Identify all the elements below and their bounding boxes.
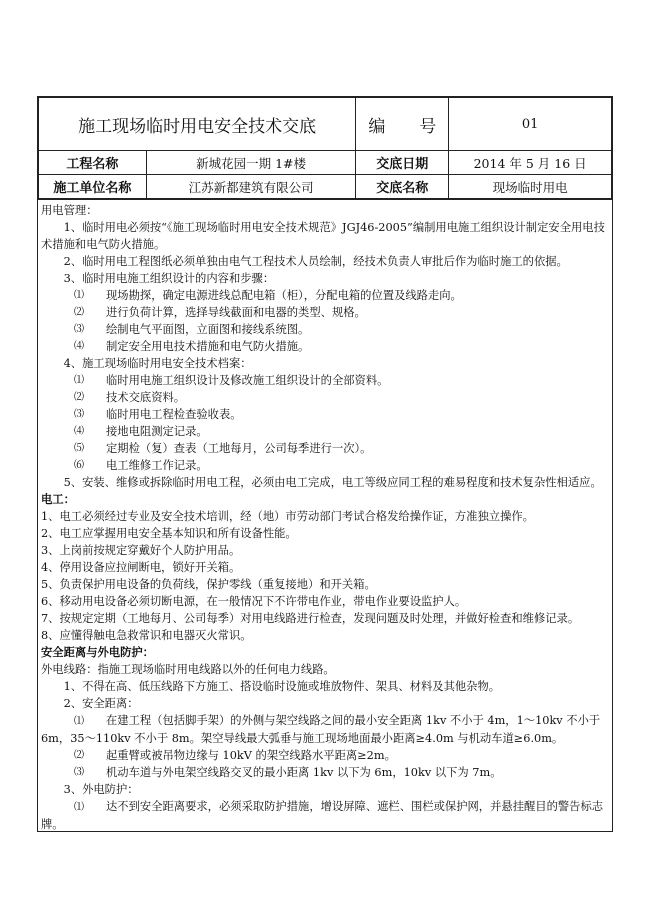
mgmt-title: 用电管理： — [41, 204, 98, 217]
sub-item: ⑴ 达不到安全距离要求，必须采取防护措施，增设屏障、遮栏、围栏或保护网，并悬挂醒目的警告标志牌。 — [41, 800, 604, 831]
disclosure-date-value: 2014 年 5 月 16 日 — [449, 151, 612, 175]
disclosure-name-label: 交底名称 — [356, 175, 449, 199]
external-line-definition: 外电线路：指施工现场临时用电线路以外的任何电力线路。 — [41, 663, 335, 676]
electrician-item: 1、电工必须经过专业及安全技术培训，经（地）市劳动部门考试合格发给操作证，方准独立操作。 — [41, 510, 534, 523]
distance-title: 安全距离与外电防护： — [41, 646, 154, 659]
electrician-item: 7、按规定定期（工地每月、公司每季）对用电线路进行检查，发现问题及时处理，并做好检查和维修记录。 — [41, 612, 580, 625]
sub-item: ⑷ 接地电阻测定记录。 — [74, 425, 208, 438]
distance-item-2: 2、安全距离： — [63, 697, 139, 710]
distance-item-3: 3、外电防护： — [63, 783, 139, 796]
mgmt-item-2: 2、临时用电工程图纸必须单独由电气工程技术人员绘制，经技术负责人审批后作为临时施工的依据。 — [63, 255, 568, 268]
disclosure-content — [38, 199, 612, 831]
sub-item: ⑶ 临时用电工程检查验收表。 — [74, 408, 242, 421]
electrician-item: 6、移动用电设备必须切断电源，在一般情况下不许带电作业，带电作业要设监护人。 — [41, 595, 467, 608]
sub-item: ⑷ 制定安全用电技术措施和电气防火措施。 — [74, 340, 310, 353]
sub-item: ⑴ 在建工程（包括脚手架）的外侧与架空线路之间的最小安全距离 1kv 不小于 4m，1～10kv 不小于 6m，35～110kv 不小于 8m。架空导线最大弧垂与施工现场地面最小距离≥4.0m 与机动车道≥6.0m。 — [41, 714, 601, 745]
disclosure-date-label: 交底日期 — [356, 151, 449, 175]
mgmt-item-1: 1、临时用电必须按“《施工现场临时用电安全技术规范》JGJ46-2005”编制用电施工组织设计制定安全用电技术措施和电气防火措施。 — [41, 221, 605, 251]
electrician-title: 电工： — [41, 493, 75, 506]
number-value: 01 — [449, 98, 612, 151]
safety-disclosure-form — [37, 96, 613, 832]
mgmt-item-5: 5、安装、维修或拆除临时用电工程，必须由电工完成，电工等级应同工程的难易程度和技术复杂性相适应。 — [63, 476, 602, 489]
header-table — [38, 97, 612, 199]
electrician-item: 4、停用设备应拉闸断电，锁好开关箱。 — [41, 561, 241, 574]
unit-name-label: 施工单位名称 — [39, 175, 147, 199]
number-label: 编 号 — [356, 98, 449, 151]
document-title: 施工现场临时用电安全技术交底 — [39, 98, 356, 151]
mgmt-item-3: 3、临时用电施工组织设计的内容和步骤： — [63, 272, 275, 285]
sub-item: ⑶ 绘制电气平面图，立面图和接线系统图。 — [74, 323, 310, 336]
sub-item: ⑵ 起重臂或被吊物边缘与 10kV 的架空线路水平距离≥2m。 — [74, 749, 396, 762]
sub-item: ⑸ 定期检（复）查表（工地每月，公司每季进行一次）。 — [74, 442, 372, 455]
project-name-value: 新城花园一期 1#楼 — [146, 151, 356, 175]
unit-name-value: 江苏新都建筑有限公司 — [146, 175, 356, 199]
electrician-item: 3、上岗前按规定穿戴好个人防护用品。 — [41, 544, 241, 557]
electrician-item: 5、负责保护用电设备的负荷线，保护零线（重复接地）和开关箱。 — [41, 578, 376, 591]
sub-item: ⑵ 技术交底资料。 — [74, 391, 186, 404]
mgmt-item-4: 4、施工现场临时用电安全技术档案： — [63, 357, 252, 370]
sub-item: ⑶ 机动车道与外电架空线路交叉的最小距离 1kv 以下为 6m，10kv 以下为 7m。 — [74, 766, 502, 779]
electrician-item: 2、电工应掌握用电安全基本知识和所有设备性能。 — [41, 527, 297, 540]
electrician-item: 8、应懂得触电急救常识和电器灭火常识。 — [41, 629, 252, 642]
distance-item-1: 1、不得在高、低压线路下方施工、搭设临时设施或堆放物件、架具、材料及其他杂物。 — [63, 680, 501, 693]
project-name-label: 工程名称 — [39, 151, 147, 175]
sub-item: ⑵ 进行负荷计算，选择导线截面和电器的类型、规格。 — [74, 306, 366, 319]
sub-item: ⑴ 现场勘探，确定电源进线总配电箱（柜），分配电箱的位置及线路走向。 — [74, 289, 462, 302]
sub-item: ⑴ 临时用电施工组织设计及修改施工组织设计的全部资料。 — [74, 374, 389, 387]
disclosure-name-value: 现场临时用电 — [449, 175, 612, 199]
sub-item: ⑹ 电工维修工作记录。 — [74, 459, 208, 472]
